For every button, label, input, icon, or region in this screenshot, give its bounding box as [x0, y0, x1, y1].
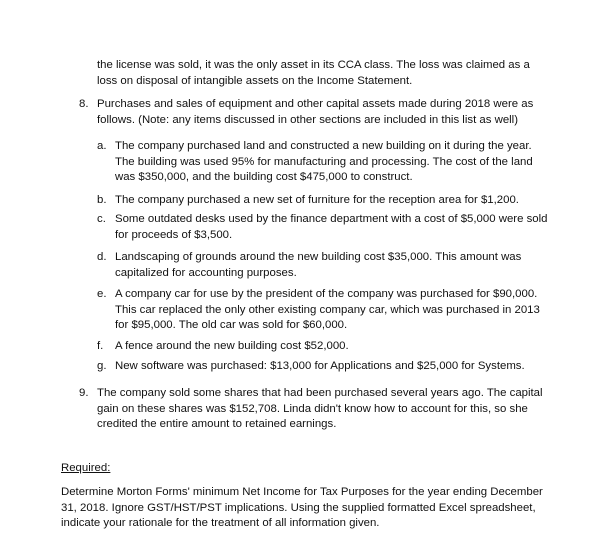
- continuation-paragraph: the license was sold, it was the only asset in its CCA class. The loss was claimed as a loss on disposal of intangible assets on the Income Statement.: [97, 59, 530, 87]
- sub-item-text: Landscaping of grounds around the new building cost $35,000. This amount was capitalized for accounting purposes.: [115, 251, 522, 279]
- sub-item-letter: b.: [97, 194, 107, 206]
- sub-item-a: [97, 139, 554, 186]
- sub-item-text: The company purchased a new set of furniture for the reception area for $1,200.: [115, 194, 519, 206]
- sub-item-letter: c.: [97, 213, 106, 225]
- sub-item-letter: d.: [97, 251, 107, 263]
- sub-item-d: [97, 250, 554, 281]
- required-paragraph: Determine Morton Forms' minimum Net Income for Tax Purposes for the year ending December 31, 2018. Ignore GST/HST/PST implications. Using the supplied formatted Excel spreadsheet, indicate your rationale for the treatment of all information given.: [61, 486, 543, 529]
- sub-item-b: [97, 193, 554, 209]
- item-number: 9.: [79, 387, 89, 399]
- required-heading: Required:: [61, 462, 111, 474]
- sub-item-text: A company car for use by the president of the company was purchased for $90,000. This car replaced the only other existing company car, which was purchased in 2013 for $95,000. The old car was sold for $60,000.: [115, 288, 540, 331]
- sub-item-text: A fence around the new building cost $52,000.: [115, 340, 349, 352]
- list-item-9: [79, 386, 554, 433]
- item-text: Purchases and sales of equipment and other capital assets made during 2018 were as follows. (Note: any items discussed in other sections are included in this list as well): [97, 98, 534, 126]
- list-item-8: [79, 97, 554, 128]
- sub-item-c: [97, 212, 554, 243]
- item-text: The company sold some shares that had been purchased several years ago. The capital gain on these shares was $152,708. Linda didn't know how to account for this, so she credited the entire amount to retained earnings.: [97, 387, 543, 430]
- sub-item-letter: a.: [97, 140, 107, 152]
- item-number: 8.: [79, 98, 89, 110]
- sub-item-letter: e.: [97, 288, 107, 300]
- sub-item-e: [97, 287, 554, 334]
- sub-item-letter: f.: [97, 340, 104, 352]
- sub-item-text: New software was purchased: $13,000 for Applications and $25,000 for Systems.: [115, 360, 525, 372]
- sub-item-text: The company purchased land and constructed a new building on it during the year. The building was used 95% for manufacturing and processing. The cost of the land was $350,000, and the building cost $475,000 to construct.: [115, 140, 533, 183]
- sub-item-text: Some outdated desks used by the finance department with a cost of $5,000 were sold for proceeds of $3,500.: [115, 213, 548, 241]
- sub-item-f: [97, 339, 554, 355]
- sub-item-g: [97, 359, 554, 375]
- sub-item-letter: g.: [97, 360, 107, 372]
